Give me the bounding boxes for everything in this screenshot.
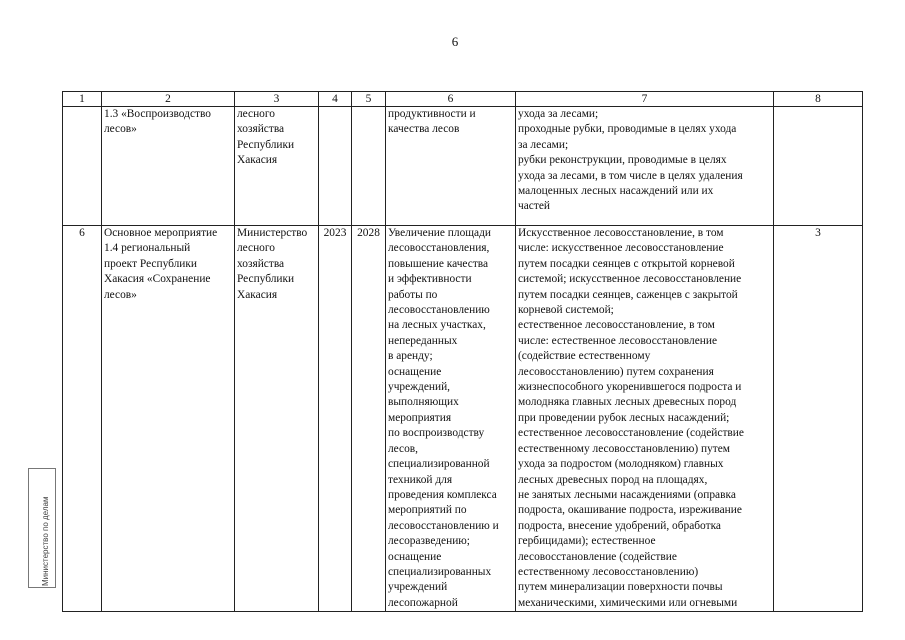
cell-line: (содействие естественному	[518, 350, 651, 363]
cell-line: по воспроизводству	[388, 427, 485, 440]
cell-col-6	[386, 107, 516, 226]
cell-line: подроста, внесение удобрений, обработка	[518, 519, 721, 532]
cell-col-1	[63, 107, 102, 226]
cell-col-6	[386, 226, 516, 612]
table-row	[63, 226, 863, 612]
cell-line: Хакасия «Сохранение	[104, 273, 211, 286]
cell-line: проект Республики	[104, 257, 198, 270]
cell-line: при проведении рубок лесных насаждений;	[518, 411, 730, 424]
cell-line: числе: искусственное лесовосстановление	[518, 242, 724, 255]
cell-col-5: 2028	[352, 226, 386, 612]
cell-line: лесных древесных пород на площадях,	[518, 473, 708, 486]
cell-line: 1.4 региональный	[104, 242, 191, 255]
cell-line: Искусственное лесовосстановление, в том	[518, 227, 724, 239]
cell-line: Увеличение площади	[388, 227, 491, 239]
cell-col-8	[774, 107, 863, 226]
cell-line: лесного	[237, 242, 275, 255]
cell-line: продуктивности и	[388, 108, 476, 120]
cell-line: Республики	[237, 138, 295, 151]
cell-line: естественному лесовосстановлению)	[518, 565, 699, 578]
cell-line: оснащение	[388, 550, 442, 563]
cell-line: мероприятий по	[388, 504, 467, 517]
cell-line: повышение качества	[388, 257, 489, 270]
cell-line: лесовосстановлению) путем сохранения	[518, 365, 714, 378]
cell-line: лесоразведению;	[388, 535, 470, 548]
cell-line: хозяйства	[237, 123, 285, 136]
cell-line: качества лесов	[388, 123, 460, 136]
cell-line: не занятых лесными насаждениями (оправка	[518, 488, 736, 501]
cell-line: на лесных участках,	[388, 319, 486, 332]
cell-line: лесовосстановлению	[388, 304, 490, 317]
cell-line: лесного	[237, 108, 275, 120]
cell-line: лесов»	[104, 123, 137, 136]
cell-line: выполняющих	[388, 396, 459, 409]
cell-line: за лесами;	[518, 138, 569, 151]
cell-line: специализированных	[388, 565, 492, 578]
header-col-8: 8	[774, 92, 863, 107]
cell-line: лесопожарной	[388, 596, 458, 609]
cell-line: жизнеспособного укоренившегося подроста и	[518, 381, 742, 394]
cell-line: механическими, химическими или огневыми	[518, 596, 738, 609]
cell-line: естественное лесовосстановление (содействие	[518, 427, 744, 440]
cell-col-2	[102, 226, 235, 612]
cell-line: Хакасия	[237, 288, 278, 301]
header-col-4: 4	[319, 92, 352, 107]
cell-col-7	[516, 107, 774, 226]
cell-line: лесов,	[388, 442, 419, 455]
cell-col-8: 3	[774, 226, 863, 612]
cell-line: системой; искусственное лесовосстановление	[518, 273, 742, 286]
cell-line: работы по	[388, 288, 438, 301]
cell-line: естественное лесовосстановление, в том	[518, 319, 715, 332]
cell-line: Республики	[237, 273, 295, 286]
header-col-3: 3	[235, 92, 319, 107]
cell-line: путем посадки сеянцев с открытой корневой	[518, 257, 735, 270]
cell-col-4	[319, 107, 352, 226]
cell-col-5	[352, 107, 386, 226]
header-col-6: 6	[386, 92, 516, 107]
cell-line: рубки реконструкции, проводимые в целях	[518, 154, 727, 167]
page-number: 6	[451, 34, 459, 49]
header-row	[63, 92, 863, 107]
cell-line: Основное мероприятие	[104, 227, 218, 239]
cell-line: малоценных лесных насаждений или их	[518, 185, 714, 198]
cell-line: Хакасия	[237, 154, 278, 167]
cell-line: путем минерализации поверхности почвы	[518, 581, 723, 594]
measures-table	[62, 91, 863, 612]
cell-line: 1.3 «Воспроизводство	[104, 108, 211, 120]
cell-line: Министерство	[237, 227, 308, 239]
cell-line: непереданных	[388, 334, 458, 347]
cell-line: в аренду;	[388, 350, 433, 363]
cell-line: лесовосстановлению и	[388, 519, 499, 532]
cell-line: хозяйства	[237, 257, 285, 270]
cell-line: естественному лесовосстановлению) путем	[518, 442, 731, 455]
cell-line: ухода за лесами;	[518, 108, 599, 120]
cell-line: частей	[518, 200, 550, 213]
cell-col-4: 2023	[319, 226, 352, 612]
cell-col-7	[516, 226, 774, 612]
header-col-5: 5	[352, 92, 386, 107]
cell-line: учреждений	[388, 581, 448, 594]
cell-line: гербицидами); естественное	[518, 535, 656, 548]
cell-line: проведения комплекса	[388, 488, 497, 501]
header-col-7: 7	[516, 92, 774, 107]
cell-col-3	[235, 107, 319, 226]
cell-line: техникой для	[388, 473, 453, 486]
cell-line: специализированной	[388, 458, 490, 471]
cell-line: путем посадки сеянцев, саженцев с закрытой	[518, 288, 738, 301]
cell-line: подроста, окашивание подроста, изреживание	[518, 504, 742, 517]
cell-line: оснащение	[388, 365, 442, 378]
cell-line: ухода за подростом (молодняком) главных	[518, 458, 724, 471]
stamp-text: Министерство по делам	[41, 496, 50, 586]
header-col-2: 2	[102, 92, 235, 107]
cell-line: ухода за лесами, в том числе в целях удаления	[518, 169, 743, 182]
cell-line: числе: естественное лесовосстановление	[518, 334, 718, 347]
cell-line: проходные рубки, проводимые в целях ухода	[518, 123, 737, 136]
cell-line: молодняка главных лесных древесных пород	[518, 396, 737, 409]
cell-line: мероприятия	[388, 411, 452, 424]
cell-col-2	[102, 107, 235, 226]
cell-col-1: 6	[63, 226, 102, 612]
table-row	[63, 107, 863, 226]
cell-line: и эффективности	[388, 273, 472, 286]
cell-line: лесовосстановления,	[388, 242, 490, 255]
cell-line: лесовосстановление (содействие	[518, 550, 677, 563]
header-col-1: 1	[63, 92, 102, 107]
cell-line: учреждений,	[388, 381, 451, 394]
cell-col-3	[235, 226, 319, 612]
cell-line: лесов»	[104, 288, 137, 301]
cell-line: корневой системой;	[518, 304, 614, 317]
